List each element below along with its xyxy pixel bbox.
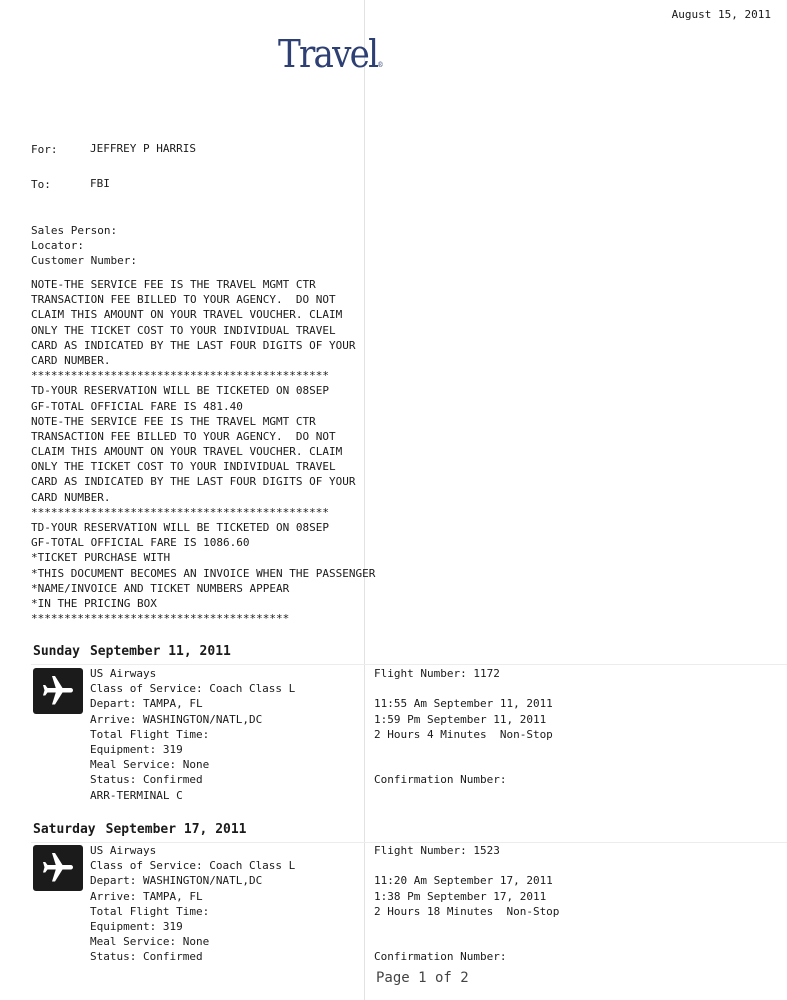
flight-info-line: 11:20 Am September 17, 2011 (374, 874, 553, 888)
segment-detail-line: Status: Confirmed (90, 773, 203, 787)
note-line: CARD NUMBER. (31, 353, 111, 367)
note-line: CLAIM THIS AMOUNT ON YOUR TRAVEL VOUCHER. CLAIM (31, 445, 343, 459)
segment-detail-line: Meal Service: None (90, 758, 210, 772)
document-date: August 15, 2011 (671, 8, 771, 21)
note-line: TRANSACTION FEE BILLED TO YOUR AGENCY. DO NOT (31, 429, 336, 443)
segment-1-heading (33, 644, 231, 659)
segment-2-flight-info (374, 843, 559, 965)
note-line: *THIS DOCUMENT BECOMES AN INVOICE WHEN THE PASSENGER (31, 566, 376, 580)
for-value: JEFFREY P HARRIS (90, 142, 196, 155)
note-line: ONLY THE TICKET COST TO YOUR INDIVIDUAL TRAVEL (31, 323, 336, 337)
segment-2-details (90, 843, 295, 965)
note-line: GF-TOTAL OFFICIAL FARE IS 1086.60 (31, 536, 250, 550)
note-line: ********************************************* (31, 369, 330, 383)
note-line: CARD AS INDICATED BY THE LAST FOUR DIGITS OF YOUR (31, 475, 356, 489)
airplane-icon (33, 668, 83, 714)
flight-info-line (374, 858, 559, 873)
segment-detail-line: Status: Confirmed (90, 950, 203, 964)
page-number: Page 1 of 2 (376, 970, 469, 986)
flight-info-line (374, 742, 553, 757)
note-line: ********************************************* (31, 505, 330, 519)
flight-info-line: Confirmation Number: (374, 773, 507, 787)
flight-info-line: Flight Number: 1172 (374, 667, 500, 680)
airplane-icon (33, 845, 83, 891)
segment-detail-line: US Airways (90, 844, 157, 857)
note-line: CARD NUMBER. (31, 490, 111, 504)
note-line: TD-YOUR RESERVATION WILL BE TICKETED ON 08SEP (31, 521, 330, 534)
segment-detail-line: Depart: WASHINGTON/NATL,DC (90, 874, 263, 888)
flight-info-line (374, 934, 559, 949)
segment-detail-line: Arrive: TAMPA, FL (90, 889, 203, 903)
flight-info-line: 1:59 Pm September 11, 2011 (374, 712, 547, 726)
flight-info-line: 11:55 Am September 11, 2011 (374, 697, 553, 711)
note-line: NOTE-THE SERVICE FEE IS THE TRAVEL MGMT CTR (31, 414, 316, 428)
travel-logo (278, 32, 384, 76)
segment-detail-line: Equipment: 319 (90, 919, 183, 933)
sales-person-label: Sales Person: (31, 224, 118, 237)
notes-block (31, 277, 375, 626)
locator-label: Locator: (31, 239, 84, 252)
flight-info-line (374, 757, 553, 772)
note-line: CARD AS INDICATED BY THE LAST FOUR DIGITS OF YOUR (31, 338, 356, 352)
note-line: *TICKET PURCHASE WITH (31, 551, 171, 565)
segment-detail-line: Arrive: WASHINGTON/NATL,DC (90, 712, 263, 726)
segment-2-date: September 17, 2011 (105, 822, 247, 837)
segment-detail-line: ARR-TERMINAL C (90, 788, 183, 802)
to-label: To: (31, 178, 51, 191)
note-line: GF-TOTAL OFFICIAL FARE IS 481.40 (31, 399, 243, 413)
flight-info-line: Confirmation Number: (374, 950, 507, 964)
note-line: ONLY THE TICKET COST TO YOUR INDIVIDUAL TRAVEL (31, 460, 336, 474)
customer-number-label: Customer Number: (31, 254, 137, 267)
segment-detail-line: US Airways (90, 667, 157, 680)
segment-detail-line: Class of Service: Coach Class L (90, 859, 296, 873)
segment-detail-line: Class of Service: Coach Class L (90, 682, 296, 696)
flight-info-line: 2 Hours 18 Minutes Non-Stop (374, 904, 560, 918)
segment-detail-line: Equipment: 319 (90, 742, 183, 756)
segment-2-day: Saturday (33, 822, 96, 837)
note-line: *IN THE PRICING BOX (31, 596, 157, 610)
flight-info-line: 1:38 Pm September 17, 2011 (374, 889, 547, 903)
note-line: *NAME/INVOICE AND TICKET NUMBERS APPEAR (31, 581, 290, 595)
for-label: For: (31, 143, 58, 156)
segment-1-day: Sunday (33, 644, 80, 659)
note-line: TRANSACTION FEE BILLED TO YOUR AGENCY. DO NOT (31, 293, 336, 307)
to-value: FBI (90, 177, 110, 190)
segment-1-flight-info (374, 666, 553, 788)
segment-detail-line: Total Flight Time: (90, 904, 210, 918)
segment-divider (31, 664, 787, 665)
segment-detail-line: Total Flight Time: (90, 727, 210, 741)
flight-info-line: Flight Number: 1523 (374, 844, 500, 857)
logo-text: Travel (278, 32, 378, 76)
note-line: TD-YOUR RESERVATION WILL BE TICKETED ON 08SEP (31, 384, 330, 398)
segment-detail-line: Meal Service: None (90, 935, 210, 949)
note-line: CLAIM THIS AMOUNT ON YOUR TRAVEL VOUCHER. CLAIM (31, 308, 343, 322)
note-line: NOTE-THE SERVICE FEE IS THE TRAVEL MGMT CTR (31, 278, 316, 291)
segment-1-details (90, 666, 295, 803)
flight-info-line: 2 Hours 4 Minutes Non-Stop (374, 727, 553, 741)
segment-1-date: September 11, 2011 (89, 644, 231, 659)
segment-detail-line: Depart: TAMPA, FL (90, 697, 203, 711)
flight-info-line (374, 919, 559, 934)
logo-registered-mark: ® (377, 61, 384, 69)
flight-info-line (374, 681, 553, 696)
segment-2-heading (33, 822, 247, 837)
note-line: *************************************** (31, 612, 290, 626)
